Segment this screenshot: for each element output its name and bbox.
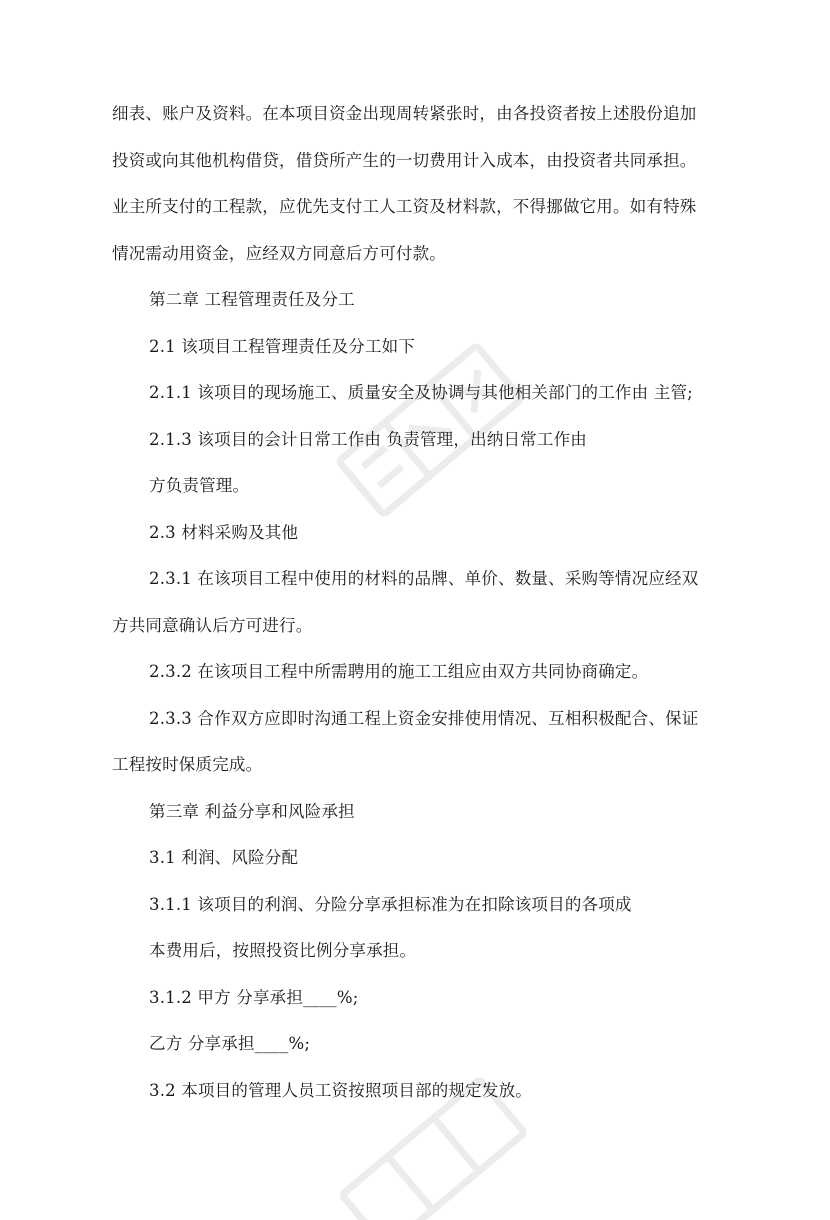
paragraph-line: 2.3.3 合作双方应即时沟通工程上资金安排使用情况、互相积极配合、保证 [149, 708, 699, 728]
chapter-heading: 第二章 工程管理责任及分工 [149, 290, 355, 309]
paragraph-line: 投资或向其他机构借贷，借贷所产生的一切费用计入成本，由投资者共同承担。 [112, 150, 697, 170]
chapter-heading: 第三章 利益分享和风险承担 [149, 801, 355, 821]
paragraph-line: 3.1.2 甲方 分享承担____%; [149, 987, 359, 1007]
paragraph-line: 工程按时保质完成。 [112, 755, 263, 774]
paragraph-line: 细表、账户及资料。在本项目资金出现周转紧张时，由各投资者按上述股份追加 [112, 104, 697, 123]
paragraph-line: 2.1.3 该项目的会计日常工作由 负责管理，出纳日常工作由 [149, 429, 587, 449]
section-heading: 3.1 利润、风险分配 [149, 848, 299, 867]
paragraph-line: 业主所支付的工程款，应优先支付工人工资及材料款，不得挪做它用。如有特殊 [112, 197, 697, 216]
section-heading: 2.1 该项目工程管理责任及分工如下 [149, 336, 416, 356]
paragraph-line: 乙方 分享承担____%; [149, 1034, 311, 1053]
paragraph-line: 3.1.1 该项目的利润、分险分享承担标准为在扣除该项目的各项成 [149, 894, 632, 914]
paragraph-line: 3.2 本项目的管理人员工资按照项目部的规定发放。 [149, 1080, 532, 1100]
paragraph-line: 2.1.1 该项目的现场施工、质量安全及协调与其他相关部门的工作由 主管; [149, 383, 693, 402]
paragraph-line: 方共同意确认后方可进行。 [112, 615, 313, 635]
paragraph-line: 本费用后，按照投资比例分享承担。 [149, 941, 417, 960]
paragraph-line: 方负责管理。 [149, 476, 250, 495]
paragraph-line: 2.3.1 在该项目工程中使用的材料的品牌、单价、数量、采购等情况应经双 [149, 569, 699, 588]
paragraph-line: 2.3.2 在该项目工程中所需聘用的施工工组应由双方共同协商确定。 [149, 662, 649, 681]
document-body [112, 102, 722, 1125]
paragraph-line: 情况需动用资金，应经双方同意后方可付款。 [112, 243, 446, 263]
section-heading: 2.3 材料采购及其他 [149, 522, 299, 542]
